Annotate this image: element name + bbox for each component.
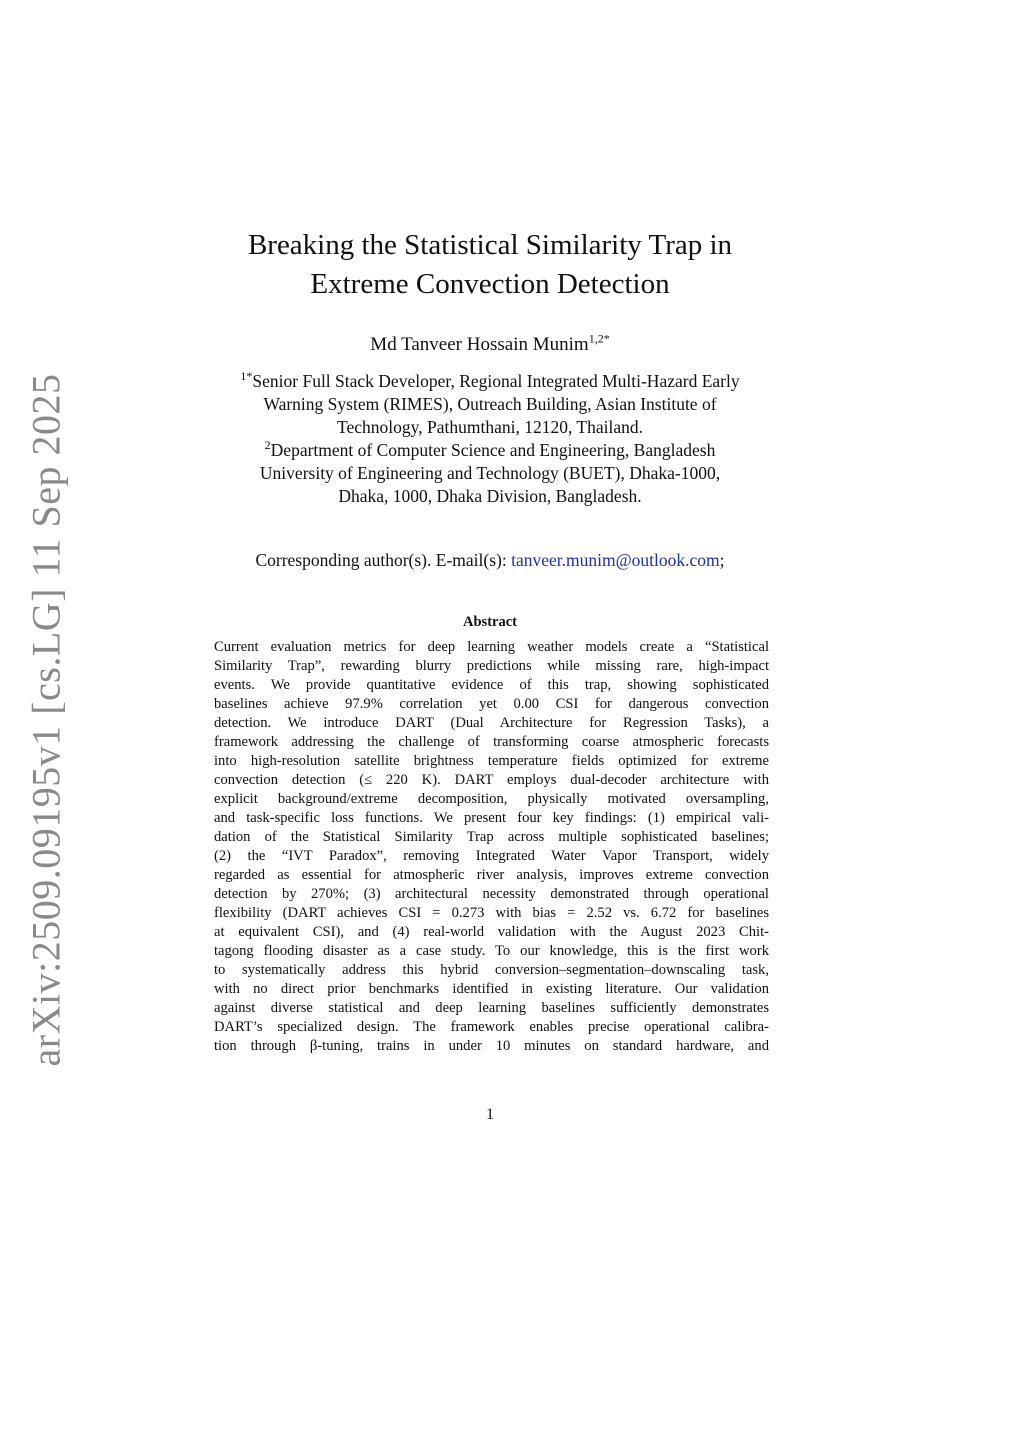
affiliation-2-line-1: $^2$Department of Computer Science and Engineering, Bangladesh	[264, 438, 716, 460]
abstract-line: tagong flooding disaster as a case study. To our knowledge, this is the first work	[214, 943, 769, 959]
abstract-line: at equivalent CSI), and (4) real-world validation with the August 2023 Chit-	[214, 924, 769, 940]
title-line-1: Breaking the Statistical Similarity Trap in	[247, 229, 733, 261]
corresponding-label: Corresponding author(s). E-mail(s):	[255, 550, 507, 570]
affiliation-2-line-2: University of Engineering and Technology (BUET), Dhaka-1000,	[259, 463, 721, 483]
corresponding-author	[200, 550, 780, 571]
corresponding-email-link[interactable]: tanveer.munim@outlook.com	[511, 550, 720, 570]
abstract-line: against diverse statistical and deep learning baselines sufficiently demonstrates	[214, 1000, 769, 1016]
abstract-line: to systematically address this hybrid conversion–segmentation–downscaling task,	[214, 962, 769, 978]
abstract-heading: Abstract	[463, 614, 517, 630]
abstract-line: with no direct prior benchmarks identified in existing literature. Our validation	[214, 981, 769, 997]
author-line	[200, 331, 780, 356]
paper-title	[200, 226, 780, 304]
affiliation-2-mark: 2	[264, 438, 271, 453]
affiliation-1-line-1: $^{1*}$Senior Full Stack Developer, Regional Integrated Multi-Hazard Early	[240, 369, 740, 391]
affiliations	[190, 370, 790, 508]
abstract-body	[214, 638, 769, 1056]
affiliation-2-line-3: Dhaka, 1000, Dhaka Division, Bangladesh.	[338, 486, 642, 506]
abstract-line: convection detection (≤ 220 K). DART employs dual-decoder architecture with	[214, 772, 769, 788]
abstract-line: regarded as essential for atmospheric river analysis, improves extreme convection	[214, 867, 769, 883]
abstract-line: Current evaluation metrics for deep learning weather models create a “Statistical	[214, 639, 769, 655]
title-line-2: Extreme Convection Detection	[310, 268, 670, 300]
abstract-line: framework addressing the challenge of transforming coarse atmospheric forecasts	[214, 734, 769, 750]
abstract-line: explicit background/extreme decomposition, physically motivated oversampling,	[214, 791, 769, 807]
abstract-line: DART’s specialized design. The framework enables precise operational calibra-	[214, 1019, 769, 1035]
affiliation-1-line-2: Warning System (RIMES), Outreach Building, Asian Institute of	[263, 394, 717, 414]
corresponding-suffix: ;	[719, 550, 725, 570]
author-affiliation-mark: 1,2*	[588, 331, 610, 346]
page-number: 1	[486, 1106, 494, 1123]
arxiv-identifier-stamp[interactable]: arXiv:2509.09195v1 [cs.LG] 11 Sep 2025	[23, 373, 69, 1067]
abstract-line: into high-resolution satellite brightness temperature fields optimized for extreme	[214, 753, 769, 769]
abstract-line: Similarity Trap”, rewarding blurry predictions while missing rare, high-impact	[214, 658, 769, 674]
abstract-line: tion through β-tuning, trains in under 10 minutes on standard hardware, and	[214, 1038, 769, 1054]
abstract-line: dation of the Statistical Similarity Trap across multiple sophisticated baselines;	[214, 829, 769, 845]
abstract-line: baselines achieve 97.9% correlation yet 0.00 CSI for dangerous convection	[214, 696, 769, 712]
affiliation-1-mark: 1*	[240, 369, 253, 384]
abstract-line: (2) the “IVT Paradox”, removing Integrated Water Vapor Transport, widely	[214, 848, 769, 864]
affiliation-1-line-3: Technology, Pathumthani, 12120, Thailand.	[337, 417, 643, 437]
author-name: Md Tanveer Hossain Munim	[370, 334, 589, 355]
abstract-line: flexibility (DART achieves CSI = 0.273 with bias = 2.52 vs. 6.72 for baselines	[214, 905, 769, 921]
abstract-line: events. We provide quantitative evidence of this trap, showing sophisticated	[214, 677, 769, 693]
abstract-line: and task-specific loss functions. We present four key findings: (1) empirical vali-	[214, 810, 769, 826]
abstract-line: detection. We introduce DART (Dual Architecture for Regression Tasks), a	[214, 715, 769, 731]
abstract-line: detection by 270%; (3) architectural necessity demonstrated through operational	[214, 886, 769, 902]
